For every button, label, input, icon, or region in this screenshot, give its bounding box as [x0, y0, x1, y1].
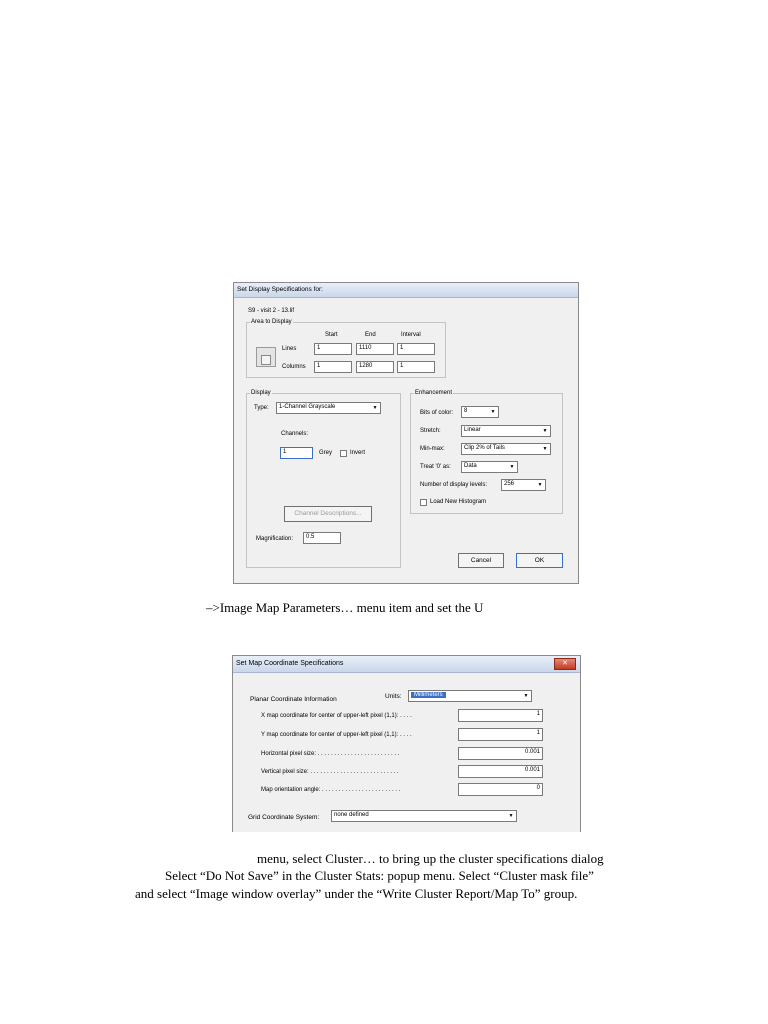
end-header: End — [365, 332, 376, 338]
grey-label: Grey — [319, 450, 333, 456]
treat-label: Treat '0' as: — [420, 464, 451, 470]
paragraph-line-1: menu, select Cluster… to bring up the cluster specifications dialog — [257, 851, 604, 866]
orientation-input[interactable]: 0 — [458, 783, 543, 796]
bits-value: 8 — [464, 408, 468, 414]
area-select-icon[interactable] — [256, 347, 276, 367]
caption-line: –>Image Map Parameters… menu item and set the U — [206, 600, 484, 615]
minmax-label: Min-max: — [420, 446, 445, 452]
columns-interval-input[interactable]: 1 — [397, 361, 435, 373]
invert-label: Invert — [350, 450, 366, 456]
chevron-down-icon: ▼ — [537, 482, 543, 488]
load-histogram-label: Load New Histogram — [430, 499, 487, 505]
magnification-label: Magnification: — [256, 536, 294, 542]
stretch-value: Linear — [464, 427, 481, 433]
cancel-button[interactable]: Cancel — [458, 553, 504, 568]
ok-button[interactable]: OK — [516, 553, 563, 568]
type-select[interactable] — [276, 402, 381, 414]
load-histogram-checkbox[interactable] — [420, 499, 427, 506]
area-to-display-label: Area to Display — [251, 319, 292, 325]
chevron-down-icon: ▼ — [508, 813, 514, 819]
chevron-down-icon: ▼ — [542, 428, 548, 434]
y-coord-input[interactable]: 1 — [458, 728, 543, 741]
stretch-select[interactable] — [461, 425, 551, 437]
display-group-label: Display — [251, 390, 271, 396]
y-coord-label: Y map coordinate for center of upper-left pixel (1,1): . . . . — [261, 732, 412, 738]
dialog-title: Set Map Coordinate Specifications — [233, 656, 580, 673]
levels-value: 256 — [504, 481, 515, 487]
display-specs-dialog — [233, 282, 579, 584]
map-coordinate-dialog — [232, 655, 581, 832]
stretch-label: Stretch: — [420, 428, 441, 434]
channel-input[interactable]: 1 — [280, 447, 313, 459]
chevron-down-icon: ▼ — [490, 409, 496, 415]
type-label: Type: — [254, 405, 269, 411]
columns-label: Columns — [282, 364, 306, 370]
grid-label: Grid Coordinate System: — [248, 814, 320, 821]
units-label: Units: — [385, 693, 402, 700]
vertical-pixel-label: Vertical pixel size: . . . . . . . . . . . . . . . . . . . . . . . . . . . — [261, 769, 399, 775]
chevron-down-icon: ▼ — [542, 446, 548, 452]
file-name: S9 - visit 2 - 13.lif — [248, 308, 295, 314]
bits-label: Bits of color: — [420, 410, 454, 416]
orientation-label: Map orientation angle: . . . . . . . . . . . . . . . . . . . . . . . . — [261, 787, 401, 793]
chevron-down-icon: ▼ — [523, 693, 529, 699]
chevron-down-icon: ▼ — [509, 464, 515, 470]
columns-end-input[interactable]: 1280 — [356, 361, 394, 373]
vertical-pixel-input[interactable]: 0.001 — [458, 765, 543, 778]
units-value: Millimeters — [411, 692, 446, 698]
treat-value: Data — [464, 463, 477, 469]
channels-label: Channels: — [281, 431, 309, 437]
type-value: 1-Channel Grayscale — [279, 404, 336, 410]
treat-select[interactable] — [461, 461, 518, 473]
start-header: Start — [325, 332, 338, 338]
dialog-title: Set Display Specifications for: — [234, 283, 578, 298]
grid-select[interactable] — [331, 810, 517, 822]
invert-checkbox[interactable] — [340, 450, 347, 457]
grid-value: none defined — [334, 812, 369, 818]
lines-interval-input[interactable]: 1 — [397, 343, 435, 355]
levels-label: Number of display levels: — [420, 482, 488, 488]
close-button[interactable] — [554, 658, 576, 670]
paragraph-line-3: and select “Image window overlay” under the “Write Cluster Report/Map To” group. — [135, 886, 578, 901]
lines-end-input[interactable]: 1110 — [356, 343, 394, 355]
magnification-input[interactable]: 0.5 — [303, 532, 341, 544]
units-select[interactable] — [408, 690, 532, 702]
x-coord-label: X map coordinate for center of upper-left pixel (1,1): . . . . — [261, 713, 412, 719]
paragraph-line-2: Select “Do Not Save” in the Cluster Stats: popup menu. Select “Cluster mask file” — [165, 868, 594, 883]
horizontal-pixel-input[interactable]: 0.001 — [458, 747, 543, 760]
enhancement-group-label: Enhancement — [415, 390, 453, 396]
columns-start-input[interactable]: 1 — [314, 361, 352, 373]
horizontal-pixel-label: Horizontal pixel size: . . . . . . . . . . . . . . . . . . . . . . . . . — [261, 751, 400, 757]
minmax-value: Clip 2% of Tails — [464, 445, 505, 451]
planar-label: Planar Coordinate Information — [250, 696, 337, 703]
channel-descriptions-button[interactable]: Channel Descriptions... — [284, 506, 372, 522]
minmax-select[interactable] — [461, 443, 551, 455]
bits-select[interactable] — [461, 406, 499, 418]
lines-start-input[interactable]: 1 — [314, 343, 352, 355]
x-coord-input[interactable]: 1 — [458, 709, 543, 722]
interval-header: Interval — [401, 332, 421, 338]
levels-select[interactable] — [501, 479, 546, 491]
lines-label: Lines — [282, 346, 297, 352]
chevron-down-icon: ▼ — [372, 405, 378, 411]
close-icon: ✕ — [562, 660, 568, 667]
